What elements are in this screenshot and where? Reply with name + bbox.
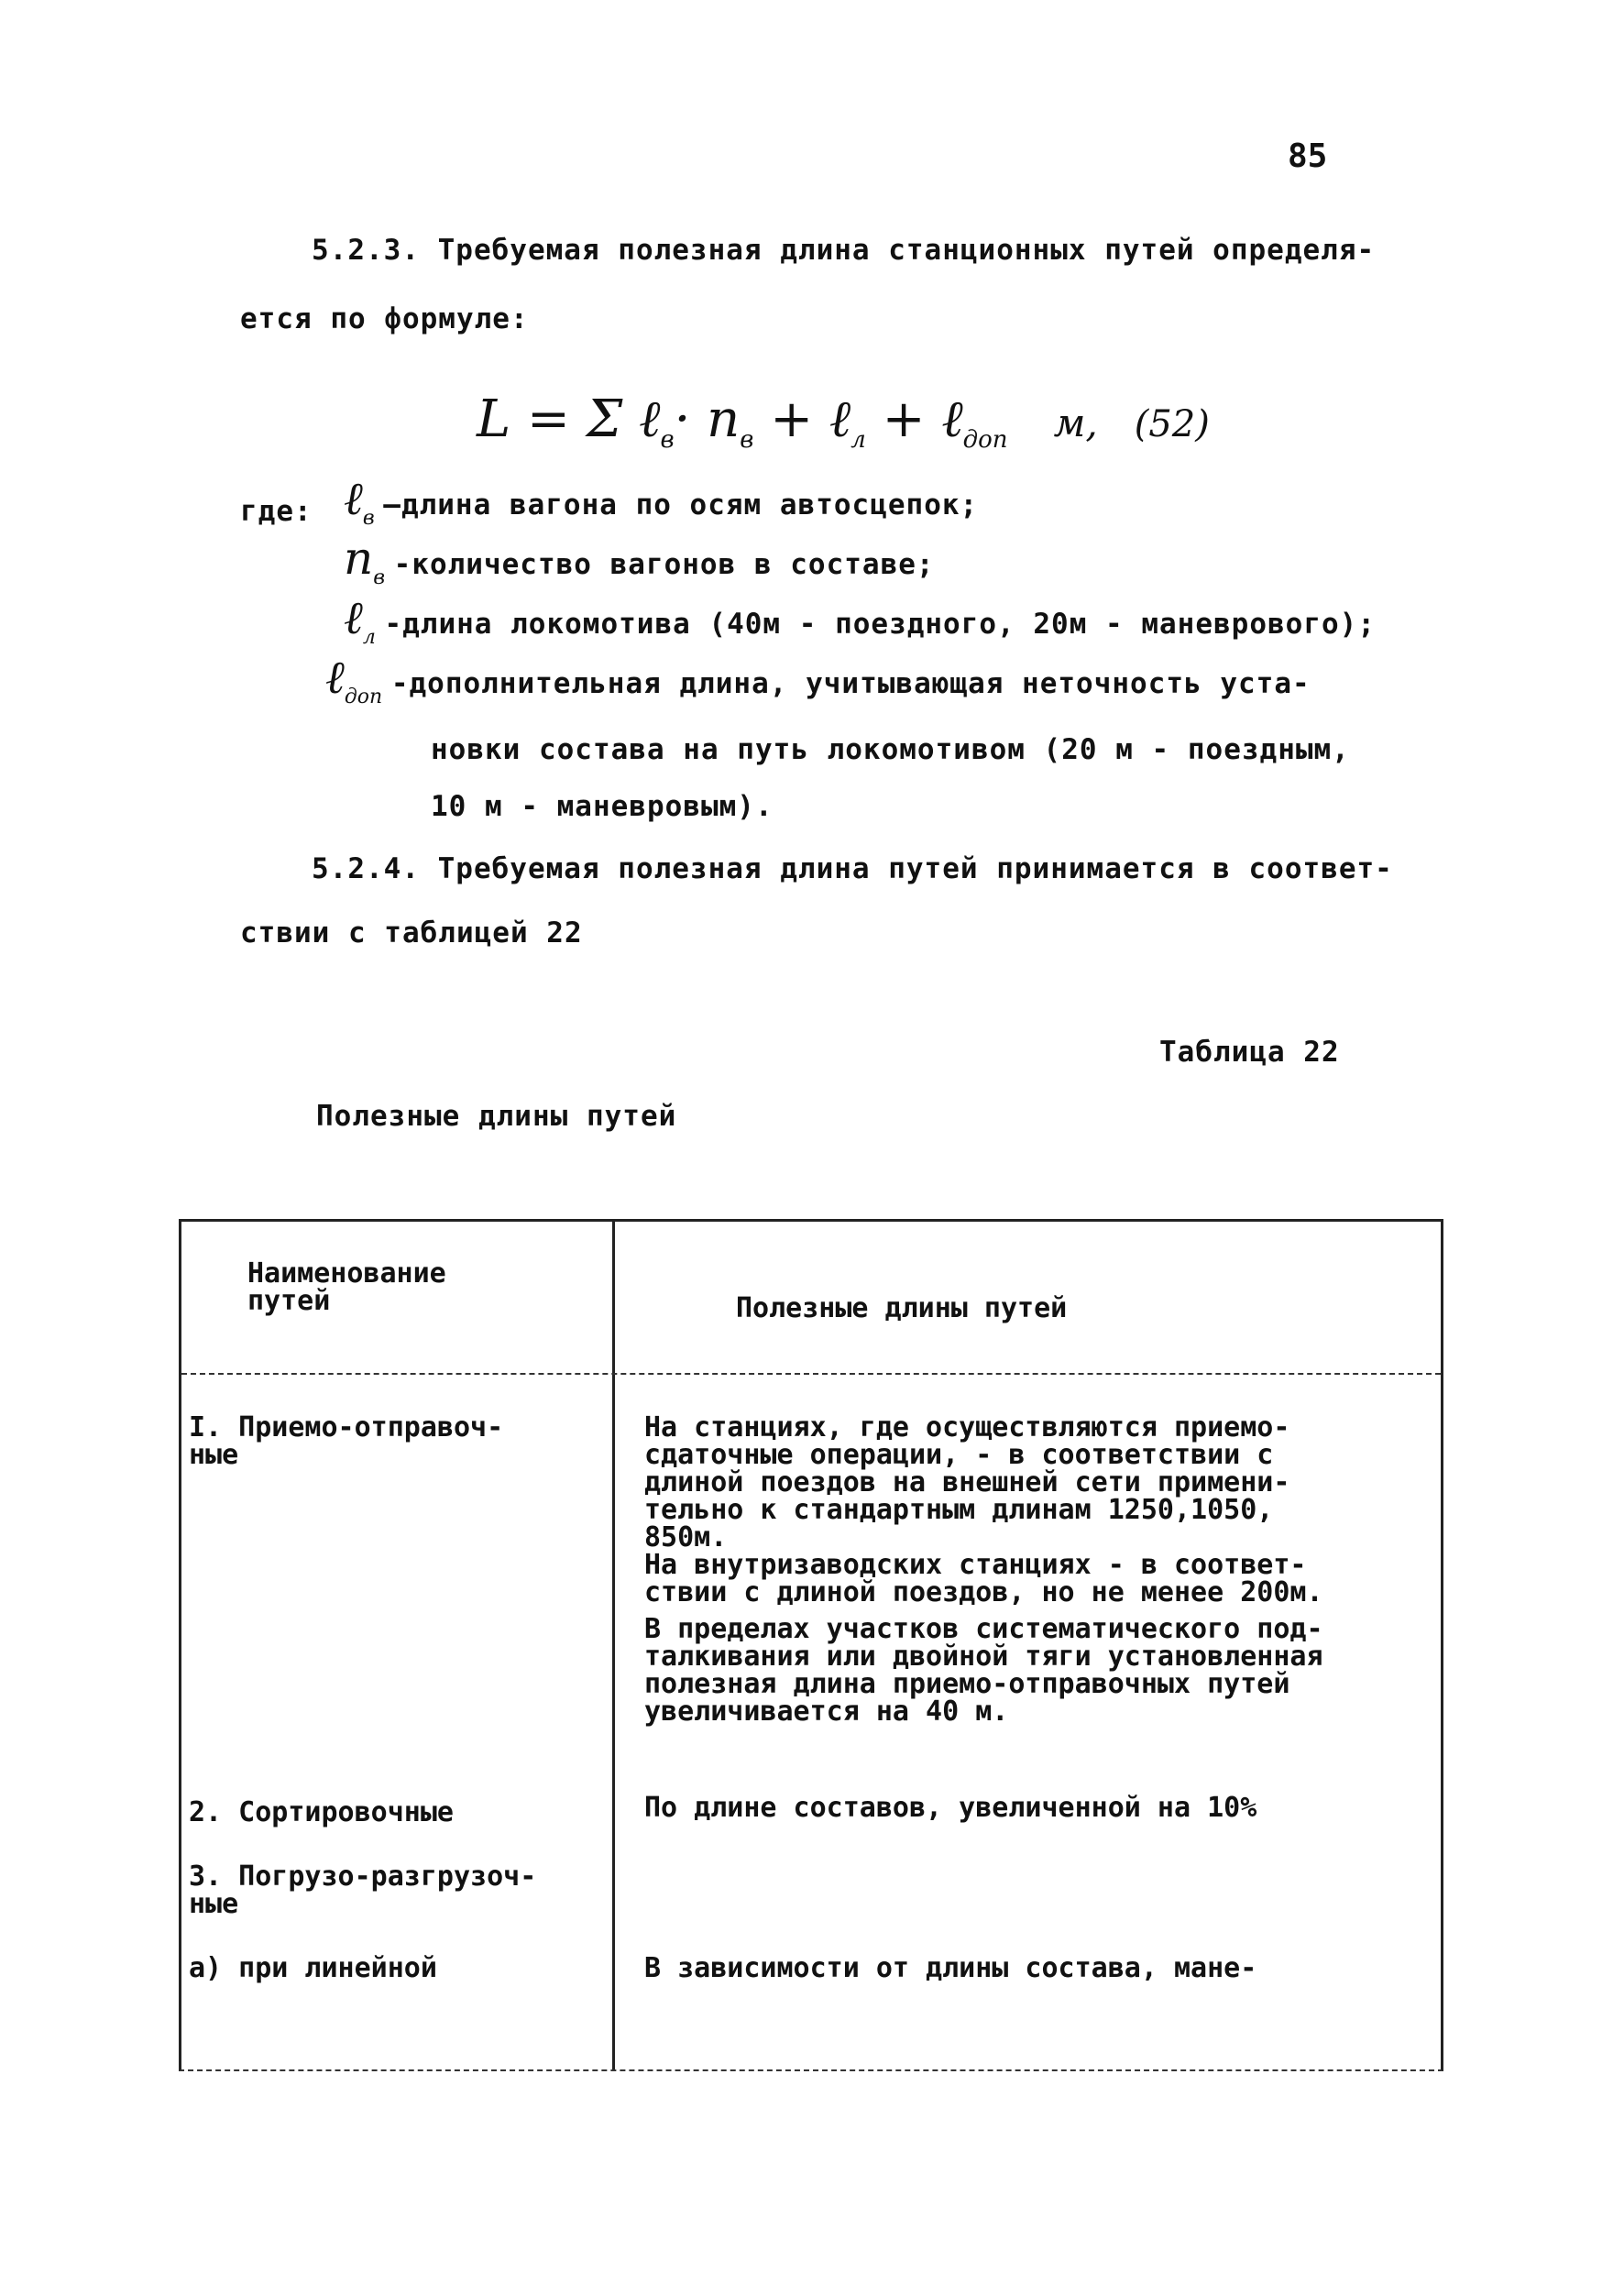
where-item-4 bbox=[325, 651, 1311, 708]
symbol-l-dop: ℓ$_{доп}$ bbox=[325, 651, 383, 708]
formula-plus2: + ℓ bbox=[865, 390, 963, 449]
formula-sub-dop: доп bbox=[962, 426, 1008, 455]
row4-value: В зависимости от длины состава, мане- bbox=[644, 1952, 1257, 1984]
symbol-n-v: $n_в$ bbox=[344, 532, 386, 589]
row1-value-extra: В пределах участков систематического под- талкивания или двойной тяги установленная полезная длина приемо-отправочных путей увеличивается на 40 м. bbox=[644, 1613, 1323, 1728]
where-item-1 bbox=[344, 472, 978, 530]
where-item-3 bbox=[344, 591, 1376, 649]
formula-n: · n bbox=[674, 390, 741, 449]
where-item-2-text: -количество вагонов в составе; bbox=[393, 548, 935, 581]
row4-name: а) при линейной bbox=[189, 1952, 437, 1984]
lengths-table bbox=[179, 1219, 1443, 2071]
page-number: 85 bbox=[1288, 137, 1328, 175]
where-label: где: bbox=[240, 495, 313, 528]
where-item-2 bbox=[344, 532, 935, 589]
formula-unit: м, bbox=[1053, 401, 1098, 445]
header-col1: Наименование путей bbox=[247, 1257, 446, 1317]
table-column-divider bbox=[612, 1222, 615, 2069]
row1-name: I. Приемо-отправоч- ные bbox=[189, 1411, 504, 1471]
formula-plus1: + ℓ bbox=[753, 390, 851, 449]
where-item-3-text: -длина локомотива (40м - поездного, 20м - маневрового); bbox=[384, 608, 1376, 641]
where-item-4-text: -дополнительная длина, учитывающая неточность уста- bbox=[390, 667, 1311, 700]
table-label: Таблица 22 bbox=[1159, 1036, 1340, 1069]
paragraph-5-2-3-line1: 5.2.3. Требуемая полезная длина станционных путей определя- bbox=[312, 234, 1376, 267]
formula-sub-l: л bbox=[850, 426, 866, 455]
formula-lhs: L = Σ ℓ bbox=[477, 390, 661, 449]
paragraph-5-2-4-line2: ствии с таблицей 22 bbox=[240, 916, 583, 949]
table-title: Полезные длины путей bbox=[316, 1100, 677, 1133]
where-continuation-2: 10 м - маневровым). bbox=[431, 790, 774, 823]
symbol-l-l: ℓ$_л$ bbox=[344, 591, 376, 649]
paragraph-5-2-3-line2: ется по формуле: bbox=[240, 302, 529, 335]
formula-number: (52) bbox=[1134, 403, 1210, 445]
row2-value: По длине составов, увеличенной на 10% bbox=[644, 1792, 1257, 1824]
where-item-1-text: —длина вагона по осям автосцепок; bbox=[383, 488, 979, 521]
header-col2: Полезные длины путей bbox=[736, 1292, 1068, 1324]
table-header-divider bbox=[181, 1373, 1441, 1375]
row2-name: 2. Сортировочные bbox=[189, 1796, 454, 1828]
row1-value: На станциях, где осуществляются приемо- сдаточные операции, - в соответствии с длиной поездов на внешней сети примени- тельно к стандартным длинам 1250,1050, 850м. На внутризаводских станциях - в соответ- ствии с длиной поездов, но не менее 200м. bbox=[644, 1411, 1323, 1608]
symbol-l-v: ℓ$_в$ bbox=[344, 472, 375, 530]
where-continuation-1: новки состава на путь локомотивом (20 м - поездным, bbox=[431, 733, 1350, 766]
row3-name: 3. Погрузо-разгрузоч- ные bbox=[189, 1860, 537, 1920]
formula-sub-v2: в bbox=[740, 426, 754, 455]
paragraph-5-2-4-line1: 5.2.4. Требуемая полезная длина путей принимается в соответ- bbox=[312, 852, 1393, 885]
formula-sub-v: в bbox=[660, 426, 675, 455]
formula-52 bbox=[477, 390, 1210, 454]
